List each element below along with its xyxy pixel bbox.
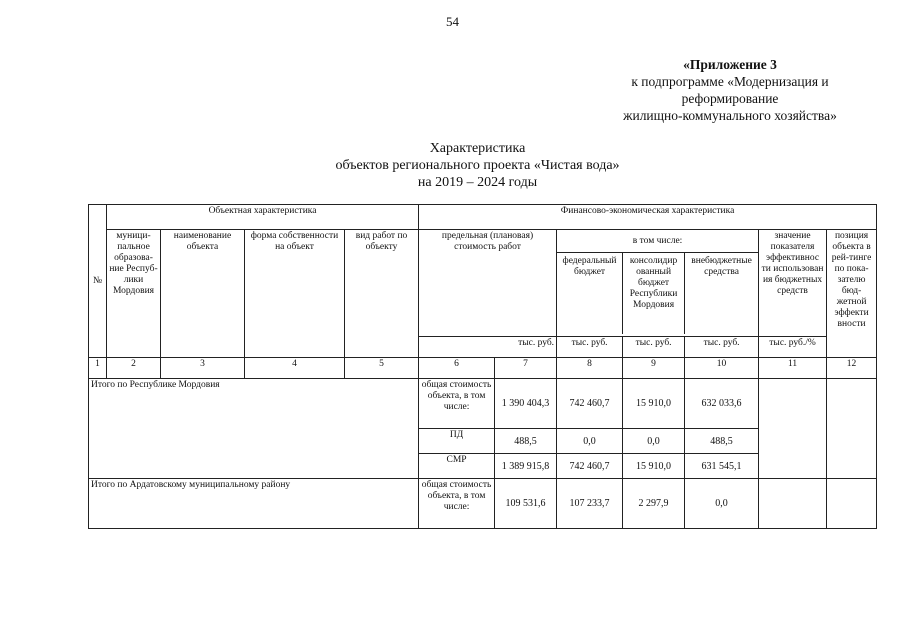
row-federal: 0,0 xyxy=(557,429,623,454)
row-extrabudget: 631 545,1 xyxy=(685,454,759,479)
col-num: 12 xyxy=(827,358,877,379)
table-row xyxy=(89,479,877,529)
appendix-header xyxy=(560,56,900,124)
table-row xyxy=(89,379,877,429)
row-label-total-republic: Итого по Республике Мордовия xyxy=(89,379,419,479)
header-including-block xyxy=(557,230,759,337)
row-consolidated: 2 297,9 xyxy=(623,479,685,529)
col-num: 6 xyxy=(419,358,495,379)
header-object-name: наименование объекта xyxy=(161,230,245,358)
col-num: 4 xyxy=(245,358,345,379)
header-federal: федеральный бюджет xyxy=(557,253,623,334)
col-num: 9 xyxy=(623,358,685,379)
header-municipality: муници-пальное образова-ние Респуб-лики Мордовия xyxy=(107,230,161,358)
row-rating xyxy=(827,479,877,529)
unit-consolidated: тыс. руб. xyxy=(623,337,685,358)
row-extrabudget: 0,0 xyxy=(685,479,759,529)
row-line-name: общая стоимость объекта, в том числе: xyxy=(419,479,495,529)
row-rating xyxy=(827,379,877,479)
col-num: 11 xyxy=(759,358,827,379)
header-object-characteristic: Объектная характеристика xyxy=(107,205,419,230)
col-num: 5 xyxy=(345,358,419,379)
header-consolidated: консолидир ованный бюджет Республики Мордовия xyxy=(623,253,685,334)
col-num: 1 xyxy=(89,358,107,379)
col-num: 2 xyxy=(107,358,161,379)
col-num: 10 xyxy=(685,358,759,379)
unit-extrabudget: тыс. руб. xyxy=(685,337,759,358)
row-cost: 1 389 915,8 xyxy=(495,454,557,479)
title-line-3: на 2019 – 2024 годы xyxy=(417,175,538,190)
row-indicator xyxy=(759,479,827,529)
row-consolidated: 15 910,0 xyxy=(623,454,685,479)
col-num: 3 xyxy=(161,358,245,379)
row-extrabudget: 488,5 xyxy=(685,429,759,454)
header-number: № xyxy=(89,205,107,358)
header-rating: позиция объекта в рей-тинге по пока-зателю бюд-жетной эффекти вности xyxy=(827,230,877,358)
page-number: 54 xyxy=(446,14,459,29)
document-title xyxy=(0,140,905,191)
row-federal: 107 233,7 xyxy=(557,479,623,529)
appendix-line-3: реформирование xyxy=(681,91,779,106)
row-cost: 488,5 xyxy=(495,429,557,454)
row-extrabudget: 632 033,6 xyxy=(685,379,759,429)
header-indicator: значение показателя эффективнос ти использован ия бюджетных средств xyxy=(759,230,827,337)
row-consolidated: 15 910,0 xyxy=(623,379,685,429)
appendix-title: «Приложение 3 xyxy=(683,57,777,72)
unit-cost: тыс. руб. xyxy=(419,337,557,358)
col-num: 7 xyxy=(495,358,557,379)
unit-federal: тыс. руб. xyxy=(557,337,623,358)
row-line-name: общая стоимость объекта, в том числе: xyxy=(419,379,495,429)
header-extrabudget: внебюджетные средства xyxy=(691,256,752,277)
row-line-name: СМР xyxy=(419,454,495,479)
row-cost: 1 390 404,3 xyxy=(495,379,557,429)
header-finance-characteristic: Финансово-экономическая характеристика xyxy=(419,205,877,230)
header-ownership: форма собственности на объект xyxy=(245,230,345,358)
title-line-2: объектов регионального проекта «Чистая вода» xyxy=(335,158,620,173)
header-work-type: вид работ по объекту xyxy=(345,230,419,358)
unit-indicator: тыс. руб./% xyxy=(759,337,827,358)
header-including: в том числе: xyxy=(557,230,758,253)
characteristics-table xyxy=(88,204,877,529)
row-line-name: ПД xyxy=(419,429,495,454)
appendix-line-2: к подпрограмме «Модернизация и xyxy=(631,74,829,89)
row-consolidated: 0,0 xyxy=(623,429,685,454)
row-indicator xyxy=(759,379,827,479)
column-numbers-row xyxy=(89,358,877,379)
title-line-1: Характеристика xyxy=(429,141,526,156)
row-cost: 109 531,6 xyxy=(495,479,557,529)
appendix-line-4: жилищно-коммунального хозяйства» xyxy=(623,108,837,123)
row-federal: 742 460,7 xyxy=(557,454,623,479)
col-num: 8 xyxy=(557,358,623,379)
row-federal: 742 460,7 xyxy=(557,379,623,429)
row-label-total-ardatov: Итого по Ардатовскому муниципальному району xyxy=(89,479,419,529)
header-cost: предельная (плановая) стоимость работ xyxy=(419,230,557,337)
